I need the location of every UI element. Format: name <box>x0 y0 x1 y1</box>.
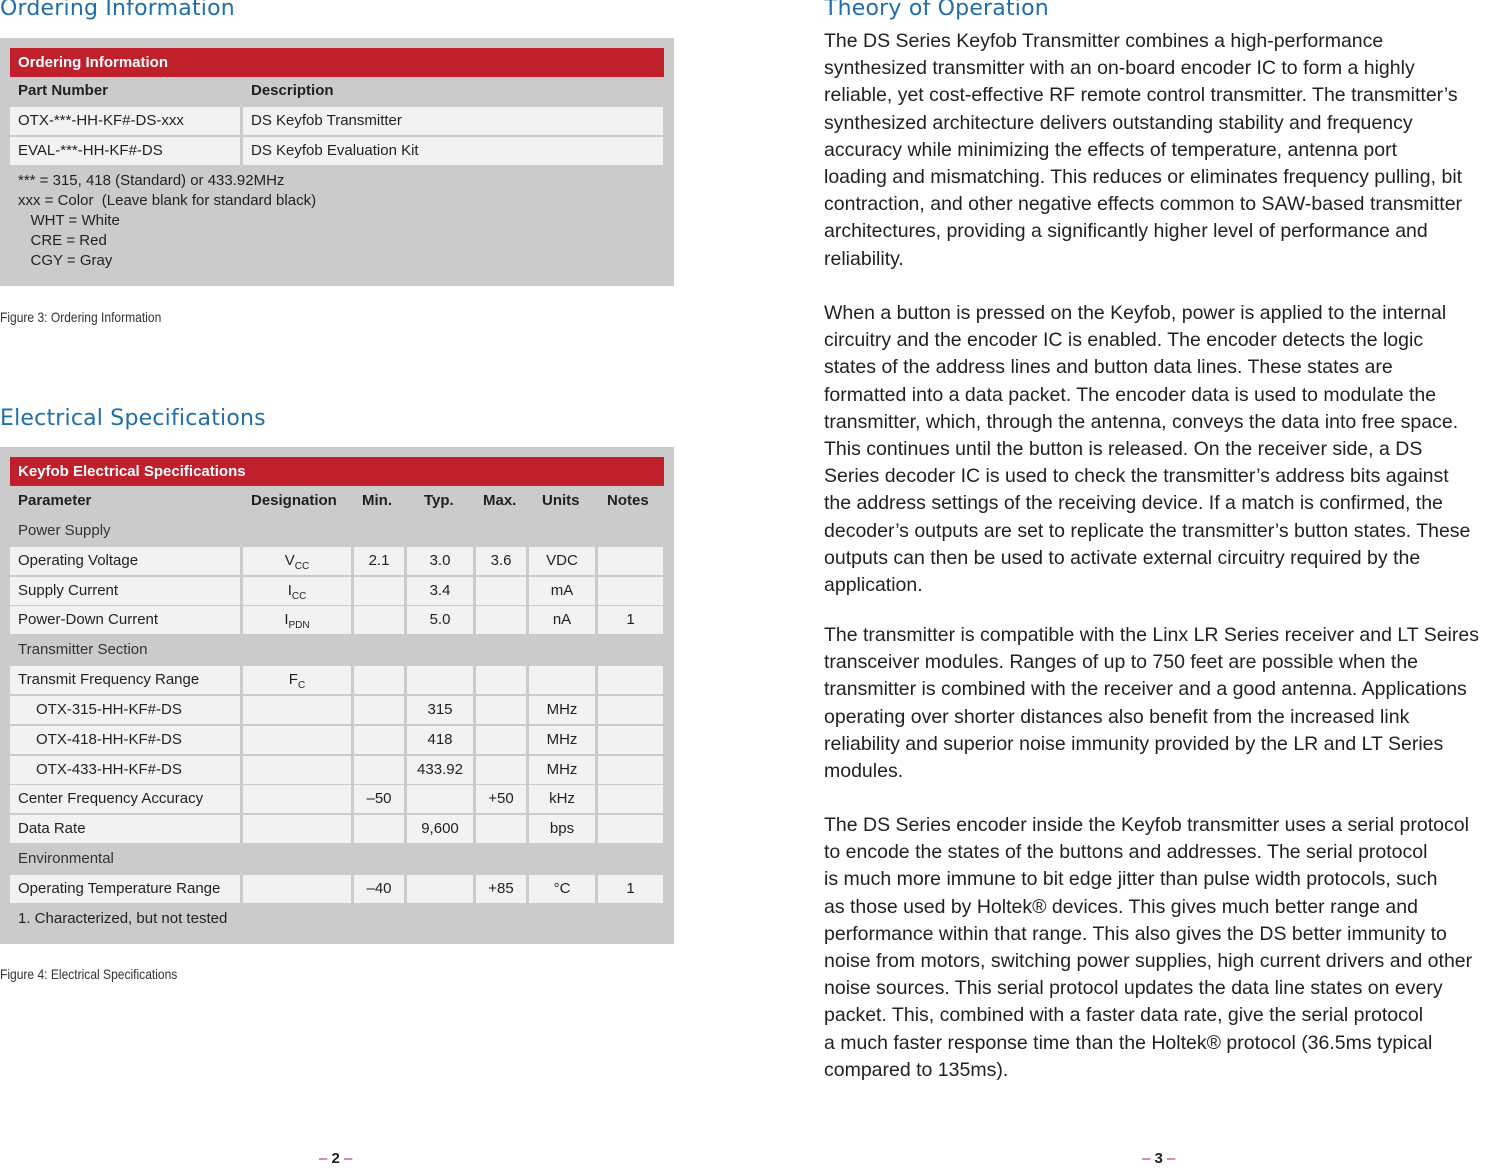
min-cell <box>354 666 404 694</box>
paragraph-line: decoder’s outputs are set to replicate the transmitter’s button states. These <box>824 519 1471 542</box>
notes-cell <box>598 547 663 575</box>
table-row <box>10 137 664 165</box>
page-dash: – <box>1142 1150 1151 1167</box>
typ-cell <box>407 666 473 694</box>
designation-cell <box>243 785 351 813</box>
col-description: Description <box>251 82 334 99</box>
designation-symbol: F <box>288 671 298 688</box>
param-cell: Transmit Frequency Range <box>10 666 240 694</box>
max-cell <box>476 666 526 694</box>
param-cell: Operating Temperature Range <box>10 875 240 903</box>
page-number-left <box>319 1150 352 1167</box>
part-number-cell: EVAL-***-HH-KF#-DS <box>10 137 240 165</box>
paragraph-line: formatted into a data packet. The encoder data is used to modulate the <box>824 383 1437 406</box>
max-cell <box>476 726 526 754</box>
param-cell: Supply Current <box>10 577 240 605</box>
paragraph-line: performance within that range. This also gives the DS better immunity to <box>824 922 1447 945</box>
paragraph-line: noise sources. This serial protocol updates the data line states on every <box>824 977 1443 1000</box>
max-cell <box>476 756 526 784</box>
units-cell <box>529 666 595 694</box>
max-cell: 3.6 <box>476 547 526 575</box>
ordering-note: CGY = Gray <box>18 252 113 269</box>
paragraph-line: application. <box>824 574 923 597</box>
notes-cell <box>598 726 663 754</box>
paragraph-line: synthesized transmitter with an on-board encoder IC to form a highly <box>824 57 1415 80</box>
designation-symbol: V <box>284 552 295 569</box>
ordering-heading: Ordering Information <box>0 0 235 21</box>
page-dash: – <box>319 1150 328 1167</box>
min-cell: 2.1 <box>354 547 404 575</box>
table-row <box>10 577 664 605</box>
notes-cell <box>598 756 663 784</box>
units-cell: mA <box>529 577 595 605</box>
designation-cell <box>243 666 351 694</box>
paragraph-line: The DS Series encoder inside the Keyfob transmitter uses a serial protocol <box>824 814 1469 836</box>
param-cell: OTX-433-HH-KF#-DS <box>10 756 240 784</box>
paragraph-line: The transmitter is compatible with the Linx LR Series receiver and LT Seires <box>824 624 1479 646</box>
theory-paragraph <box>824 28 1499 273</box>
min-cell <box>354 606 404 634</box>
ordering-note: WHT = White <box>18 212 120 229</box>
ordering-notes <box>18 171 316 271</box>
paragraph-line: When a button is pressed on the Keyfob, power is applied to the internal <box>824 302 1447 324</box>
param-cell: OTX-315-HH-KF#-DS <box>10 696 240 724</box>
units-cell: kHz <box>529 785 595 813</box>
notes-cell <box>598 785 663 813</box>
col-units: Units <box>542 492 580 509</box>
param-cell: Data Rate <box>10 815 240 843</box>
figure-4-caption: Figure 4: Electrical Specifications <box>0 966 178 982</box>
typ-cell <box>407 785 473 813</box>
designation-cell <box>243 875 351 903</box>
min-cell: –50 <box>354 785 404 813</box>
col-designation: Designation <box>251 492 337 509</box>
paragraph-line: packet. This, combined with a faster data rate, give the serial protocol <box>824 1004 1424 1027</box>
paragraph-line: accuracy while minimizing the effects of temperature, antenna port <box>824 138 1398 161</box>
col-max: Max. <box>483 492 517 509</box>
page-number-value: 3 <box>1154 1150 1163 1167</box>
designation-subscript: CC <box>294 561 310 572</box>
table-row <box>10 875 664 903</box>
paragraph-line: the address settings of the receiving device. If a match is confirmed, the <box>824 492 1443 515</box>
max-cell: +85 <box>476 875 526 903</box>
theory-paragraph <box>824 300 1499 599</box>
min-cell: –40 <box>354 875 404 903</box>
units-cell: bps <box>529 815 595 843</box>
typ-cell <box>407 875 473 903</box>
designation-symbol: I <box>287 582 292 599</box>
max-cell: +50 <box>476 785 526 813</box>
paragraph-line: operating over shorter distances also benefit from the increased link <box>824 705 1410 728</box>
paragraph-line: outputs can then be used to activate external circuitry required by the <box>824 546 1421 569</box>
designation-subscript: PDN <box>288 620 310 631</box>
paragraph-line: This continues until the button is released. On the receiver side, a DS <box>824 438 1423 461</box>
table-row <box>10 696 664 724</box>
paragraph-line: architectures, providing a significantly higher level of performance and <box>824 220 1428 243</box>
units-cell: nA <box>529 606 595 634</box>
page-number-value: 2 <box>331 1150 340 1167</box>
param-cell: OTX-418-HH-KF#-DS <box>10 726 240 754</box>
designation-cell <box>243 577 351 605</box>
typ-cell: 5.0 <box>407 606 473 634</box>
min-cell <box>354 756 404 784</box>
units-cell: °C <box>529 875 595 903</box>
paragraph-line: as those used by Holtek® devices. This gives much better range and <box>824 895 1418 918</box>
min-cell <box>354 726 404 754</box>
paragraph-line: a much faster response time than the Holtek® protocol (36.5ms typical <box>824 1031 1433 1054</box>
paragraph-line: reliability and superior noise immunity provided by the LR and LT Series <box>824 732 1444 755</box>
theory-paragraph <box>824 812 1499 1084</box>
col-typ: Typ. <box>424 492 454 509</box>
paragraph-line: transmitter is combined with the receiver and a good antenna. Applications <box>824 678 1467 701</box>
electrical-table <box>0 447 674 944</box>
units-cell: MHz <box>529 726 595 754</box>
theory-heading: Theory of Operation <box>824 0 1049 21</box>
min-cell <box>354 815 404 843</box>
paragraph-line: transmitter, which, through the antenna, conveys the data into free space. <box>824 410 1459 433</box>
paragraph-line: contraction, and other negative effects common to SAW-based transmitter <box>824 193 1463 216</box>
table-row <box>10 547 664 575</box>
param-cell: Power-Down Current <box>10 606 240 634</box>
paragraph-line: reliability. <box>824 247 904 270</box>
designation-cell <box>243 606 351 634</box>
notes-cell <box>598 696 663 724</box>
ordering-header-row <box>10 77 664 105</box>
max-cell <box>476 577 526 605</box>
paragraph-line: The DS Series Keyfob Transmitter combines a high-performance <box>824 30 1384 52</box>
table-row <box>10 785 664 813</box>
col-notes: Notes <box>607 492 649 509</box>
designation-subscript: C <box>297 680 306 691</box>
typ-cell: 418 <box>407 726 473 754</box>
paragraph-line: states of the address lines and button data lines. These states are <box>824 356 1393 379</box>
electrical-footnote: 1. Characterized, but not tested <box>18 910 228 927</box>
min-cell <box>354 696 404 724</box>
paragraph-line: noise from motors, switching power supplies, high current drivers and other <box>824 950 1473 973</box>
max-cell <box>476 606 526 634</box>
figure-3-caption: Figure 3: Ordering Information <box>0 309 162 325</box>
paragraph-line: compared to 135ms). <box>824 1058 1009 1081</box>
description-cell: DS Keyfob Evaluation Kit <box>243 137 663 165</box>
table-row <box>10 815 664 843</box>
table-row <box>10 606 664 634</box>
typ-cell: 3.0 <box>407 547 473 575</box>
col-part-number: Part Number <box>18 82 109 99</box>
designation-cell <box>243 756 351 784</box>
designation-cell <box>243 696 351 724</box>
param-cell: Center Frequency Accuracy <box>10 785 240 813</box>
typ-cell: 9,600 <box>407 815 473 843</box>
paragraph-line: to encode the states of the buttons and addresses. The serial protocol <box>824 841 1428 864</box>
designation-cell <box>243 815 351 843</box>
max-cell <box>476 815 526 843</box>
notes-cell <box>598 815 663 843</box>
notes-cell: 1 <box>598 606 663 634</box>
min-cell <box>354 577 404 605</box>
paragraph-line: modules. <box>824 760 904 783</box>
electrical-table-title: Keyfob Electrical Specifications <box>10 457 664 486</box>
units-cell: MHz <box>529 756 595 784</box>
section-environmental: Environmental <box>18 850 114 867</box>
ordering-note: *** = 315, 418 (Standard) or 433.92MHz <box>18 172 285 189</box>
paragraph-line: is much more immune to bit edge jitter than pulse width protocols, such <box>824 868 1438 891</box>
page-dash: – <box>1167 1150 1176 1167</box>
paragraph-line: Series decoder IC is used to check the transmitter’s address bits against <box>824 465 1449 488</box>
notes-cell: 1 <box>598 875 663 903</box>
col-parameter: Parameter <box>18 492 92 509</box>
table-row <box>10 107 664 135</box>
section-power-supply: Power Supply <box>18 522 111 539</box>
typ-cell: 433.92 <box>407 756 473 784</box>
units-cell: VDC <box>529 547 595 575</box>
paragraph-line: circuitry and the encoder IC is enabled. The encoder detects the logic <box>824 329 1424 352</box>
units-cell: MHz <box>529 696 595 724</box>
paragraph-line: transceiver modules. Ranges of up to 750 feet are possible when the <box>824 651 1419 674</box>
designation-subscript: CC <box>291 591 307 602</box>
paragraph-line: loading and mismatching. This reduces or eliminates frequency pulling, bit <box>824 166 1463 189</box>
page-dash: – <box>344 1150 353 1167</box>
table-row <box>10 726 664 754</box>
ordering-note: CRE = Red <box>18 232 107 249</box>
paragraph-line: reliable, yet cost-effective RF remote control transmitter. The transmitter’s <box>824 84 1458 107</box>
table-row <box>10 666 664 694</box>
param-cell: Operating Voltage <box>10 547 240 575</box>
col-min: Min. <box>362 492 392 509</box>
ordering-note: xxx = Color (Leave blank for standard black) <box>18 192 317 209</box>
typ-cell: 3.4 <box>407 577 473 605</box>
table-row <box>10 756 664 784</box>
page-number-right <box>1142 1150 1175 1167</box>
part-number-cell: OTX-***-HH-KF#-DS-xxx <box>10 107 240 135</box>
notes-cell <box>598 577 663 605</box>
description-cell: DS Keyfob Transmitter <box>243 107 663 135</box>
designation-symbol: I <box>284 611 289 628</box>
paragraph-line: synthesized architecture delivers outstanding stability and frequency <box>824 111 1413 134</box>
max-cell <box>476 696 526 724</box>
typ-cell: 315 <box>407 696 473 724</box>
ordering-table <box>0 38 674 286</box>
ordering-table-title: Ordering Information <box>10 48 664 77</box>
electrical-header-row <box>10 487 664 515</box>
designation-cell <box>243 726 351 754</box>
electrical-heading: Electrical Specifications <box>0 406 266 431</box>
notes-cell <box>598 666 663 694</box>
designation-cell <box>243 547 351 575</box>
theory-paragraph <box>824 622 1499 785</box>
section-transmitter: Transmitter Section <box>18 641 148 658</box>
